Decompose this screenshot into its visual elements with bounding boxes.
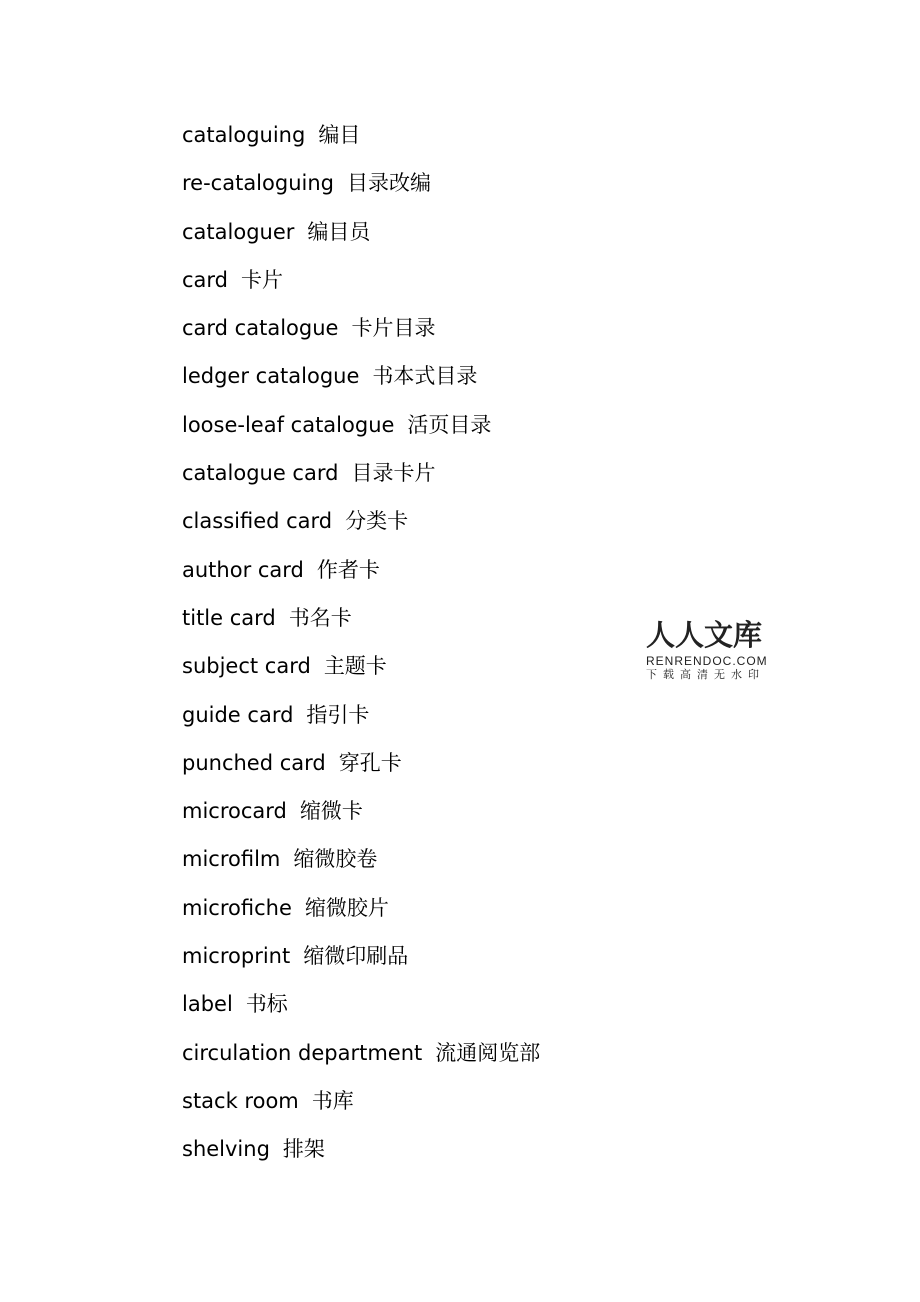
term-row <box>182 160 540 208</box>
term-row <box>182 257 540 305</box>
term-english: microfilm <box>182 847 281 872</box>
term-chinese: 排架 <box>282 1137 325 1162</box>
term-english: microfiche <box>182 895 292 920</box>
term-english: card <box>182 267 229 292</box>
term-english: shelving <box>182 1137 270 1162</box>
term-row <box>182 595 540 643</box>
term-english: microcard <box>182 799 287 824</box>
term-english: ledger catalogue <box>182 364 360 389</box>
term-row <box>182 692 540 740</box>
term-english: loose-leaf catalogue <box>182 412 395 437</box>
term-row <box>182 112 540 160</box>
term-english: circulation department <box>182 1040 423 1065</box>
term-chinese: 主题卡 <box>323 654 387 679</box>
term-chinese: 分类卡 <box>345 509 409 534</box>
term-row <box>182 1126 540 1174</box>
term-row <box>182 1078 540 1126</box>
term-chinese: 书标 <box>245 992 288 1017</box>
term-row <box>182 498 540 546</box>
term-english: author card <box>182 557 304 582</box>
term-chinese: 目录卡片 <box>351 461 436 486</box>
term-row <box>182 402 540 450</box>
term-english: guide card <box>182 702 294 727</box>
watermark-tagline: 下载高清无水印 <box>646 668 765 681</box>
term-row <box>182 643 540 691</box>
term-english: classified card <box>182 509 333 534</box>
term-chinese: 指引卡 <box>306 702 370 727</box>
term-chinese: 书本式目录 <box>372 364 478 389</box>
term-chinese: 缩微胶片 <box>304 895 389 920</box>
term-chinese: 书名卡 <box>288 605 352 630</box>
term-chinese: 卡片 <box>241 267 284 292</box>
term-english: stack room <box>182 1088 299 1113</box>
watermark <box>646 618 772 682</box>
term-row <box>182 885 540 933</box>
term-chinese: 编目 <box>318 123 361 147</box>
term-chinese: 缩微印刷品 <box>303 944 409 969</box>
term-row <box>182 981 540 1029</box>
term-english: label <box>182 992 233 1017</box>
term-english: cataloguer <box>182 219 295 244</box>
term-chinese: 流通阅览部 <box>435 1040 541 1065</box>
term-chinese: 缩微卡 <box>299 799 363 824</box>
watermark-logo: 人人文库 <box>646 618 763 652</box>
term-chinese: 书库 <box>311 1088 354 1113</box>
term-chinese: 卡片目录 <box>351 316 436 341</box>
term-english: re-cataloguing <box>182 171 334 196</box>
term-row <box>182 740 540 788</box>
term-english: cataloguing <box>182 123 306 147</box>
term-row <box>182 933 540 981</box>
term-row <box>182 450 540 498</box>
term-chinese: 目录改编 <box>346 171 431 196</box>
term-chinese: 活页目录 <box>407 412 492 437</box>
term-row <box>182 836 540 884</box>
term-row <box>182 547 540 595</box>
term-english: microprint <box>182 944 291 969</box>
term-row <box>182 353 540 401</box>
term-row <box>182 788 540 836</box>
term-row <box>182 1030 540 1078</box>
watermark-domain: RENRENDOC.COM <box>646 654 768 668</box>
term-english: subject card <box>182 654 311 679</box>
glossary-list <box>182 112 540 1175</box>
term-row <box>182 305 540 353</box>
term-chinese: 缩微胶卷 <box>293 847 378 872</box>
term-chinese: 编目员 <box>307 219 371 244</box>
term-chinese: 穿孔卡 <box>338 750 402 775</box>
term-english: punched card <box>182 750 326 775</box>
term-english: card catalogue <box>182 316 339 341</box>
term-chinese: 作者卡 <box>316 557 380 582</box>
term-row <box>182 209 540 257</box>
term-english: catalogue card <box>182 461 339 486</box>
term-english: title card <box>182 605 276 630</box>
